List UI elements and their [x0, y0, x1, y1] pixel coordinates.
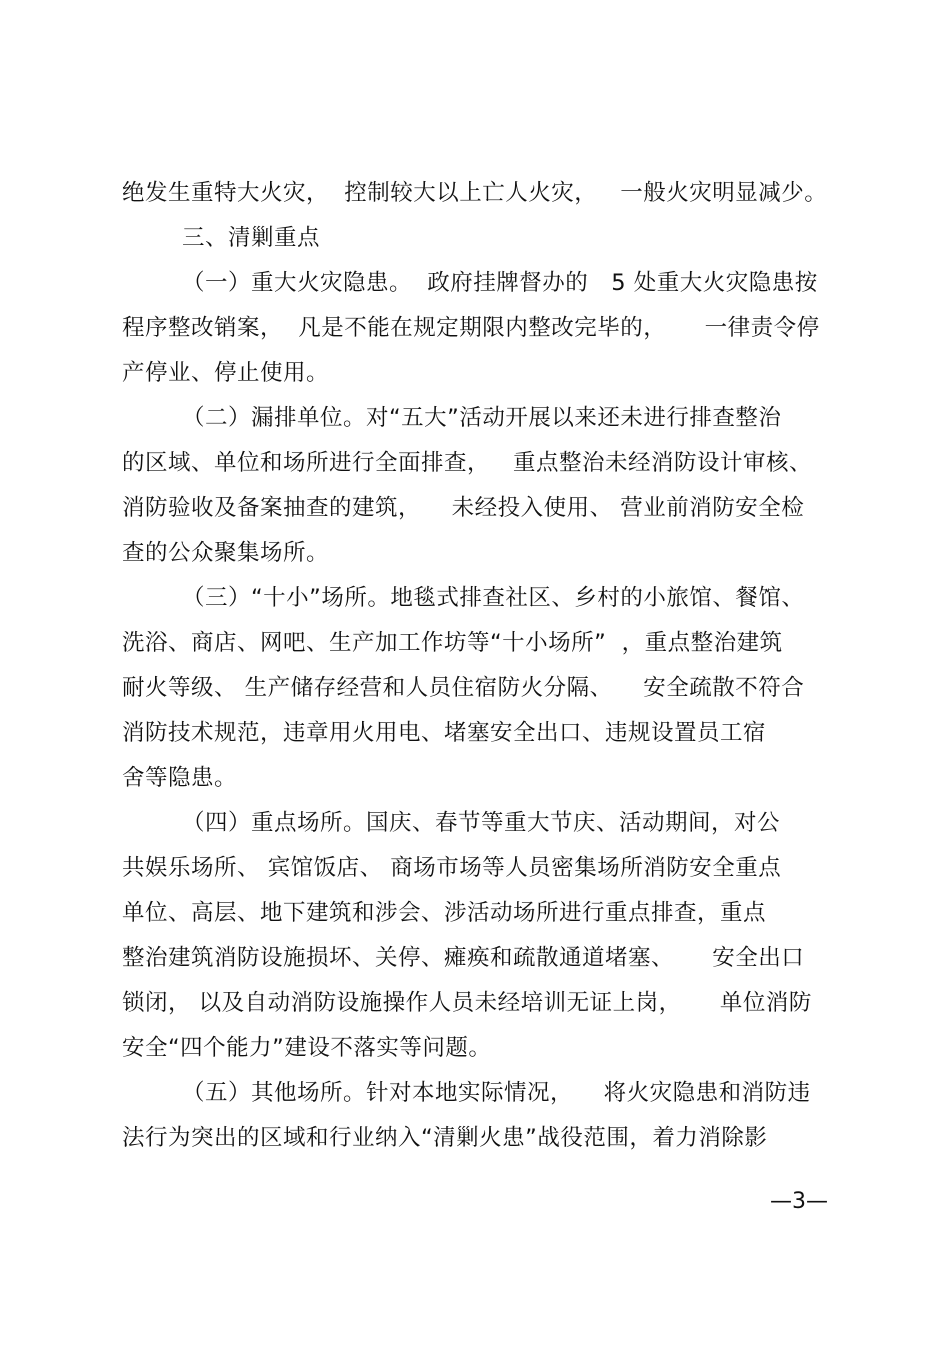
text-line: 绝发生重特大火灾， 控制较大以上亡人火灾， 一般火灾明显减少。	[122, 180, 828, 206]
page-number: —3—	[770, 1189, 828, 1214]
section-heading: 三、清剿重点	[182, 225, 321, 251]
text-line: 消防验收及备案抽查的建筑， 未经投入使用、 营业前消防安全检	[122, 495, 805, 521]
text-line: 安全“四个能力”建设不落实等问题。	[122, 1035, 492, 1061]
text-line: 消防技术规范，违章用火用电、堵塞安全出口、违规设置员工宿	[122, 720, 767, 746]
text-line: （五）其他场所。针对本地实际情况， 将火灾隐患和消防违	[182, 1080, 811, 1106]
text-line: （二）漏排单位。对“五大”活动开展以来还未进行排查整治	[182, 405, 782, 431]
text-line: 查的公众聚集场所。	[122, 540, 330, 566]
text-line: 整治建筑消防设施损坏、关停、瘫痪和疏散通道堵塞、 安全出口	[122, 945, 805, 971]
text-line: （四）重点场所。国庆、春节等重大节庆、活动期间，对公	[182, 810, 781, 836]
text-line: 的区域、单位和场所进行全面排查， 重点整治未经消防设计审核、	[122, 450, 812, 476]
text-line: 程序整改销案， 凡是不能在规定期限内整改完毕的， 一律责令停	[122, 315, 820, 341]
text-line: 共娱乐场所、 宾馆饭店、 商场市场等人员密集场所消防安全重点	[122, 855, 782, 881]
text-line: 耐火等级、 生产储存经营和人员住宿防火分隔、 安全疏散不符合	[122, 675, 805, 701]
text-line: 舍等隐患。	[122, 765, 238, 791]
text-line: 洗浴、商店、网吧、生产加工作坊等“十小场所” ，重点整治建筑	[122, 630, 783, 656]
text-line: 法行为突出的区域和行业纳入“清剿火患”战役范围，着力消除影	[122, 1125, 768, 1151]
text-line: 单位、高层、地下建筑和涉会、涉活动场所进行重点排查，重点	[122, 900, 767, 926]
text-line: （一）重大火灾隐患。 政府挂牌督办的 5 处重大火灾隐患按	[182, 270, 818, 296]
text-line: 产停业、停止使用。	[122, 360, 330, 386]
text-line: 锁闭， 以及自动消防设施操作人员未经培训无证上岗， 单位消防	[122, 990, 812, 1016]
text-line: （三）“十小”场所。地毯式排查社区、乡村的小旅馆、餐馆、	[182, 585, 805, 611]
